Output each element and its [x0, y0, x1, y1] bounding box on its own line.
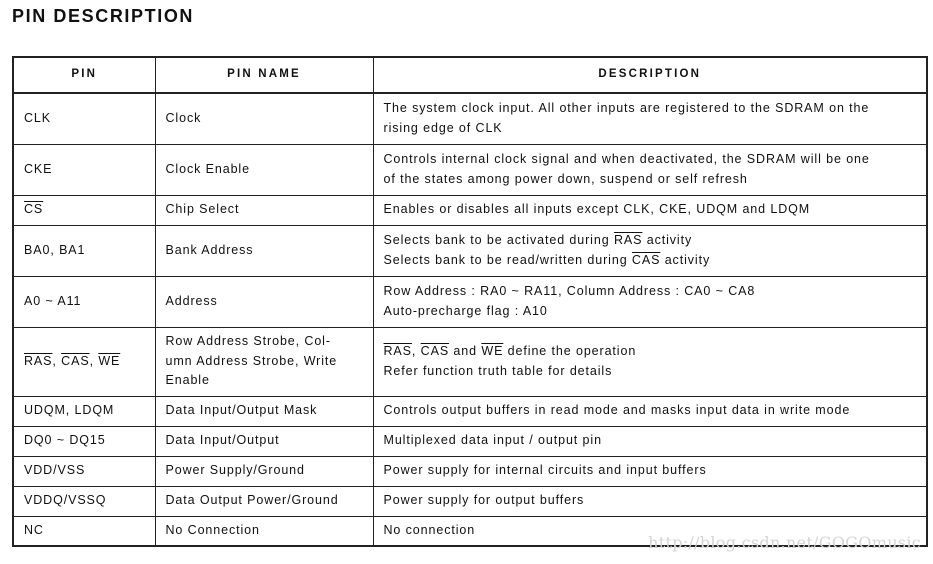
- table-row: [13, 144, 927, 195]
- text: and: [449, 344, 482, 358]
- name-line: Row Address Strobe, Col-: [165, 334, 331, 349]
- pin-cell: BA0, BA1: [13, 225, 155, 276]
- description-cell: Power supply for output buffers: [373, 486, 927, 516]
- cas-signal: $\overline{CAS}$: [61, 353, 90, 368]
- description-line: [384, 251, 917, 271]
- table-row: [13, 516, 927, 546]
- name-line: Enable: [165, 373, 210, 388]
- table-row: [13, 486, 927, 516]
- text: Selects bank to be read/written during: [383, 252, 632, 267]
- header-pin: PIN: [13, 57, 155, 93]
- pin-name-cell: Clock Enable: [155, 144, 373, 195]
- table-row: [13, 93, 927, 144]
- watermark: http://blog.csdn.net/GOGOmusic: [648, 533, 921, 552]
- description-cell: No connection: [373, 516, 927, 546]
- separator: ,: [89, 353, 99, 368]
- ras-signal: $\overline{RAS}$: [383, 344, 412, 358]
- description-cell: [373, 327, 927, 396]
- cas-signal: $\overline{CAS}$: [420, 344, 450, 358]
- we-signal: $\overline{WE}$: [98, 353, 121, 368]
- pin-cell: [13, 195, 155, 225]
- text: Selects bank to be activated during: [383, 233, 614, 247]
- pin-cell: [13, 327, 155, 396]
- description-line: Refer function truth table for details: [383, 363, 613, 378]
- table-row: [13, 225, 927, 276]
- pin-name-cell: No Connection: [155, 516, 373, 546]
- table-row: [13, 276, 927, 327]
- cs-signal: $\overline{CS}$: [24, 202, 44, 217]
- pin-cell: UDQM, LDQM: [13, 396, 155, 426]
- pin-name-cell: Bank Address: [155, 225, 373, 276]
- table-row: [13, 327, 927, 396]
- pin-name-cell: Chip Select: [155, 195, 373, 225]
- pin-cell: NC: [13, 516, 155, 546]
- name-line: umn Address Strobe, Write: [165, 353, 338, 368]
- ras-signal: $\overline{RAS}$: [613, 233, 643, 247]
- pin-name-cell: Data Input/Output Mask: [155, 396, 373, 426]
- pin-name-cell: [155, 327, 373, 396]
- text: activity: [660, 252, 711, 267]
- pin-cell: VDDQ/VSSQ: [13, 486, 155, 516]
- description-line: [384, 231, 917, 251]
- pin-cell: CLK: [13, 93, 155, 144]
- description-cell: [373, 225, 927, 276]
- separator: ,: [411, 344, 421, 358]
- description-line: The system clock input. All other inputs are registered to the SDRAM on the: [383, 101, 870, 116]
- pin-name-cell: Clock: [155, 93, 373, 144]
- page-title: PIN DESCRIPTION: [12, 6, 195, 26]
- text: define the operation: [503, 344, 637, 358]
- description-line: Controls internal clock signal and when deactivated, the SDRAM will be one: [383, 152, 870, 166]
- description-cell: Enables or disables all inputs except CLK, CKE, UDQM and LDQM: [373, 195, 927, 225]
- description-line: rising edge of CLK: [383, 120, 503, 135]
- cas-signal: $\overline{CAS}$: [631, 252, 661, 267]
- pin-cell: CKE: [13, 144, 155, 195]
- description-line: of the states among power down, suspend or self refresh: [383, 171, 748, 186]
- pin-name-cell: Address: [155, 276, 373, 327]
- table-row: [13, 426, 927, 456]
- description-line: [384, 342, 917, 362]
- pin-name-cell: Data Input/Output: [155, 426, 373, 456]
- description-cell: [373, 93, 927, 144]
- description-cell: Controls output buffers in read mode and masks input data in write mode: [373, 396, 927, 426]
- pin-description-table: [12, 56, 928, 547]
- ras-signal: $\overline{RAS}$: [24, 353, 53, 368]
- table-header-row: [13, 57, 927, 93]
- pin-cell: DQ0 ~ DQ15: [13, 426, 155, 456]
- pin-cell: A0 ~ A11: [13, 276, 155, 327]
- description-line: Auto-precharge flag : A10: [383, 303, 548, 318]
- pin-cell: VDD/VSS: [13, 456, 155, 486]
- pin-name-cell: Power Supply/Ground: [155, 456, 373, 486]
- we-signal: $\overline{WE}$: [481, 344, 504, 358]
- text: activity: [642, 233, 693, 247]
- header-pin-name: PIN NAME: [155, 57, 373, 93]
- table-row: [13, 456, 927, 486]
- description-line: Row Address : RA0 ~ RA11, Column Address : CA0 ~ CA8: [383, 284, 756, 298]
- description-cell: [373, 144, 927, 195]
- separator: ,: [52, 353, 62, 368]
- table-row: [13, 195, 927, 225]
- description-cell: Multiplexed data input / output pin: [373, 426, 927, 456]
- pin-name-cell: Data Output Power/Ground: [155, 486, 373, 516]
- description-cell: Power supply for internal circuits and input buffers: [373, 456, 927, 486]
- table-row: [13, 396, 927, 426]
- description-cell: [373, 276, 927, 327]
- header-description: DESCRIPTION: [373, 57, 927, 93]
